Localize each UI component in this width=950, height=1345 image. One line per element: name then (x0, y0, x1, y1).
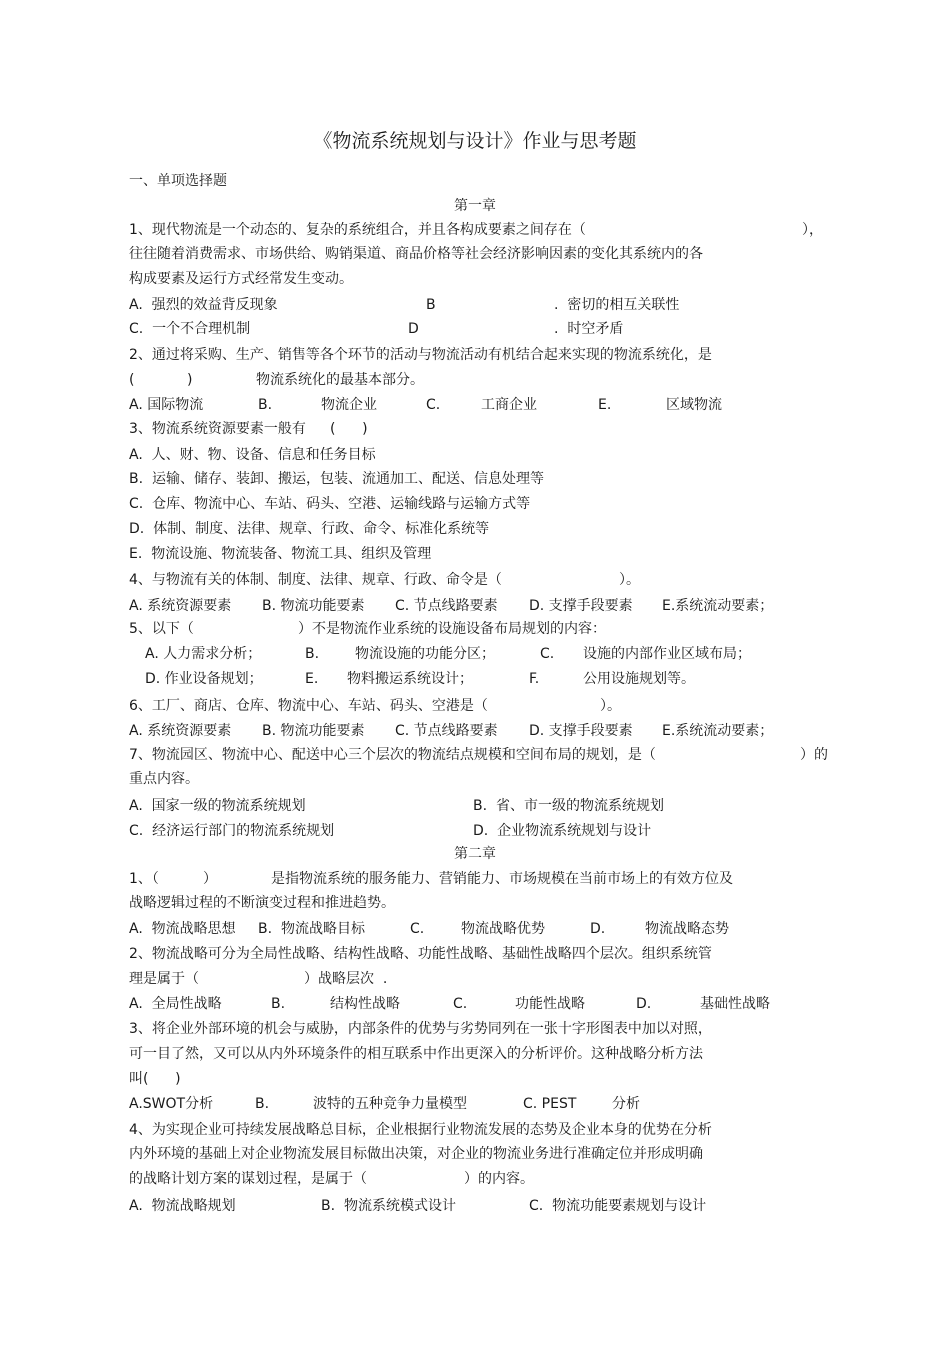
question-line: 5、以下（ (129, 621, 194, 637)
question-line: 物流系统化的最基本部分。 (256, 372, 424, 388)
question-line: 的战略计划方案的谋划过程，是属于（ (129, 1171, 367, 1187)
question-line: 4、为实现企业可持续发展战略总目标，企业根据行业物流发展的态势及企业本身的优势在分析 (129, 1122, 712, 1138)
question-line: 往往随着消费需求、市场供给、购销渠道、商品价格等社会经济影响因素的变化其系统内的各 (129, 246, 703, 262)
document-title: 《物流系统规划与设计》作业与思考题 (313, 130, 637, 152)
option-b-letter: B (426, 297, 436, 313)
option-a: A. 人力需求分析； (145, 646, 262, 662)
option-d-letter: D (408, 321, 419, 337)
option-e-letter: E. (598, 397, 612, 413)
question-line: 可一目了然，又可以从内外环境条件的相互联系中作出更深入的分析评价。这种战略分析方法 (129, 1046, 703, 1062)
option-c: 设施的内部作业区域布局； (583, 646, 751, 662)
question-line: 2、物流战略可分为全局性战略、结构性战略、功能性战略、基础性战略四个层次。组织系统管 (129, 946, 712, 962)
question-line: 2、通过将采购、生产、销售等各个环节的活动与物流活动有机结合起来实现的物流系统化，是 (129, 347, 712, 363)
option-c: C. 经济运行部门的物流系统规划 (129, 823, 335, 839)
option-c-suffix: 分析 (612, 1096, 640, 1112)
question-end: ）。 (600, 698, 621, 714)
option-e-letter: E. (305, 671, 319, 687)
option-c-letter: C. (453, 996, 468, 1012)
option-a: A. 物流战略规划 (129, 1198, 236, 1214)
question-line: 3、将企业外部环境的机会与威胁，内部条件的优势与劣势同列在一张十字形图表中加以对照， (129, 1021, 712, 1037)
option-c: C. 一个不合理机制 (129, 321, 251, 337)
question-line: 战略逻辑过程的不断演变过程和推进趋势。 (129, 895, 395, 911)
option-d: D. 企业物流系统规划与设计 (473, 823, 652, 839)
question-line: ）的 (800, 747, 828, 763)
option-c: C. 物流功能要素规划与设计 (529, 1198, 707, 1214)
option-b: . 密切的相互关联性 (554, 297, 680, 313)
option-c: 物流战略优势 (461, 921, 545, 937)
option-e: 物料搬运系统设计； (347, 671, 473, 687)
option-b: 物流设施的功能分区； (355, 646, 495, 662)
option-b: B. 物流功能要素 (262, 598, 365, 614)
option-c: C. 节点线路要素 (395, 598, 498, 614)
question-line: ）的内容。 (464, 1171, 534, 1187)
option-b: B. 运输、储存、装卸、搬运，包装、流通加工、配送、信息处理等 (129, 471, 544, 487)
option-c: 工商企业 (481, 397, 537, 413)
option-b-letter: B. (305, 646, 320, 662)
question-line: 理是属于（ (129, 971, 199, 987)
question-paren-close: ) (187, 372, 193, 388)
option-c-letter: C. (410, 921, 425, 937)
option-b: B. 物流战略目标 (258, 921, 365, 937)
option-b-letter: B. (258, 397, 273, 413)
option-d: D. 支撑手段要素 (529, 723, 633, 739)
option-d: 物流战略态势 (645, 921, 729, 937)
option-c: 功能性战略 (515, 996, 585, 1012)
option-c: C. 仓库、物流中心、车站、码头、空港、运输线路与运输方式等 (129, 496, 531, 512)
question-line: ）， (802, 222, 823, 238)
question-line: 1、现代物流是一个动态的、复杂的系统组合，并且各构成要素之间存在（ (129, 222, 586, 238)
option-d-letter: D. (590, 921, 606, 937)
option-c: C. PEST (523, 1096, 577, 1112)
option-a: A. 人、财、物、设备、信息和任务目标 (129, 447, 376, 463)
question-line: 6、工厂、商店、仓库、物流中心、车站、码头、空港是（ (129, 698, 488, 714)
question-line: 构成要素及运行方式经常发生变动。 (129, 271, 353, 287)
question-paren-open: 1、（ (129, 871, 159, 887)
question-line: 3、物流系统资源要素一般有 (129, 421, 306, 437)
option-b: B. 省、市一级的物流系统规划 (473, 798, 664, 814)
option-a: A.SWOT分析 (129, 1096, 214, 1112)
option-c-letter: C. (540, 646, 555, 662)
option-d: . 时空矛盾 (554, 321, 624, 337)
option-a: A. 全局性战略 (129, 996, 222, 1012)
option-e: E.系统流动要素； (662, 598, 774, 614)
option-b-letter: B. (271, 996, 286, 1012)
option-a: A. 系统资源要素 (129, 598, 232, 614)
question-line: 4、与物流有关的体制、制度、法律、规章、行政、命令是（ (129, 572, 502, 588)
chapter-heading: 第二章 (454, 846, 496, 862)
option-a: A. 强烈的效益背反现象 (129, 297, 278, 313)
option-e: E.系统流动要素； (662, 723, 774, 739)
option-e: 区域物流 (666, 397, 722, 413)
question-line: 7、物流园区、物流中心、配送中心三个层次的物流结点规模和空间布局的规划，是（ (129, 747, 656, 763)
question-end: ）。 (619, 572, 640, 588)
question-line: 是指物流系统的服务能力、营销能力、市场规模在当前市场上的有效方位及 (271, 871, 733, 887)
option-b: B. 物流功能要素 (262, 723, 365, 739)
question-paren-open: ( (129, 372, 135, 388)
option-b-letter: B. (255, 1096, 270, 1112)
option-b: 物流企业 (321, 397, 377, 413)
option-b: 结构性战略 (330, 996, 400, 1012)
chapter-heading: 第一章 (454, 198, 496, 214)
option-a: A. 物流战略思想 (129, 921, 236, 937)
section-heading: 一、单项选择题 (129, 173, 227, 189)
option-d: D. 体制、制度、法律、规章、行政、命令、标准化系统等 (129, 521, 490, 537)
option-d: D. 作业设备规划； (145, 671, 263, 687)
option-a: A. 系统资源要素 (129, 723, 232, 739)
option-b: B. 物流系统模式设计 (321, 1198, 456, 1214)
question-line: ）战略层次 . (304, 971, 388, 987)
question-line: 叫( ) (129, 1071, 181, 1087)
option-b: 波特的五种竞争力量模型 (313, 1096, 467, 1112)
question-paren-close: ） (203, 871, 217, 887)
option-f-letter: F. (529, 671, 540, 687)
option-a: A. 国家一级的物流系统规划 (129, 798, 306, 814)
option-d: 基础性战略 (700, 996, 770, 1012)
option-e: E. 物流设施、物流装备、物流工具、组织及管理 (129, 546, 432, 562)
option-c: C. 节点线路要素 (395, 723, 498, 739)
question-end: ）不是物流作业系统的设施设备布局规划的内容： (298, 621, 606, 637)
question-line: 内外环境的基础上对企业物流发展目标做出决策，对企业的物流业务进行准确定位并形成明确 (129, 1146, 703, 1162)
option-d-letter: D. (636, 996, 652, 1012)
question-line: 重点内容。 (129, 771, 199, 787)
option-d: D. 支撑手段要素 (529, 598, 633, 614)
option-f: 公用设施规划等。 (583, 671, 695, 687)
option-c-letter: C. (426, 397, 441, 413)
option-a: A. 国际物流 (129, 397, 204, 413)
question-paren: ( ) (330, 421, 368, 437)
